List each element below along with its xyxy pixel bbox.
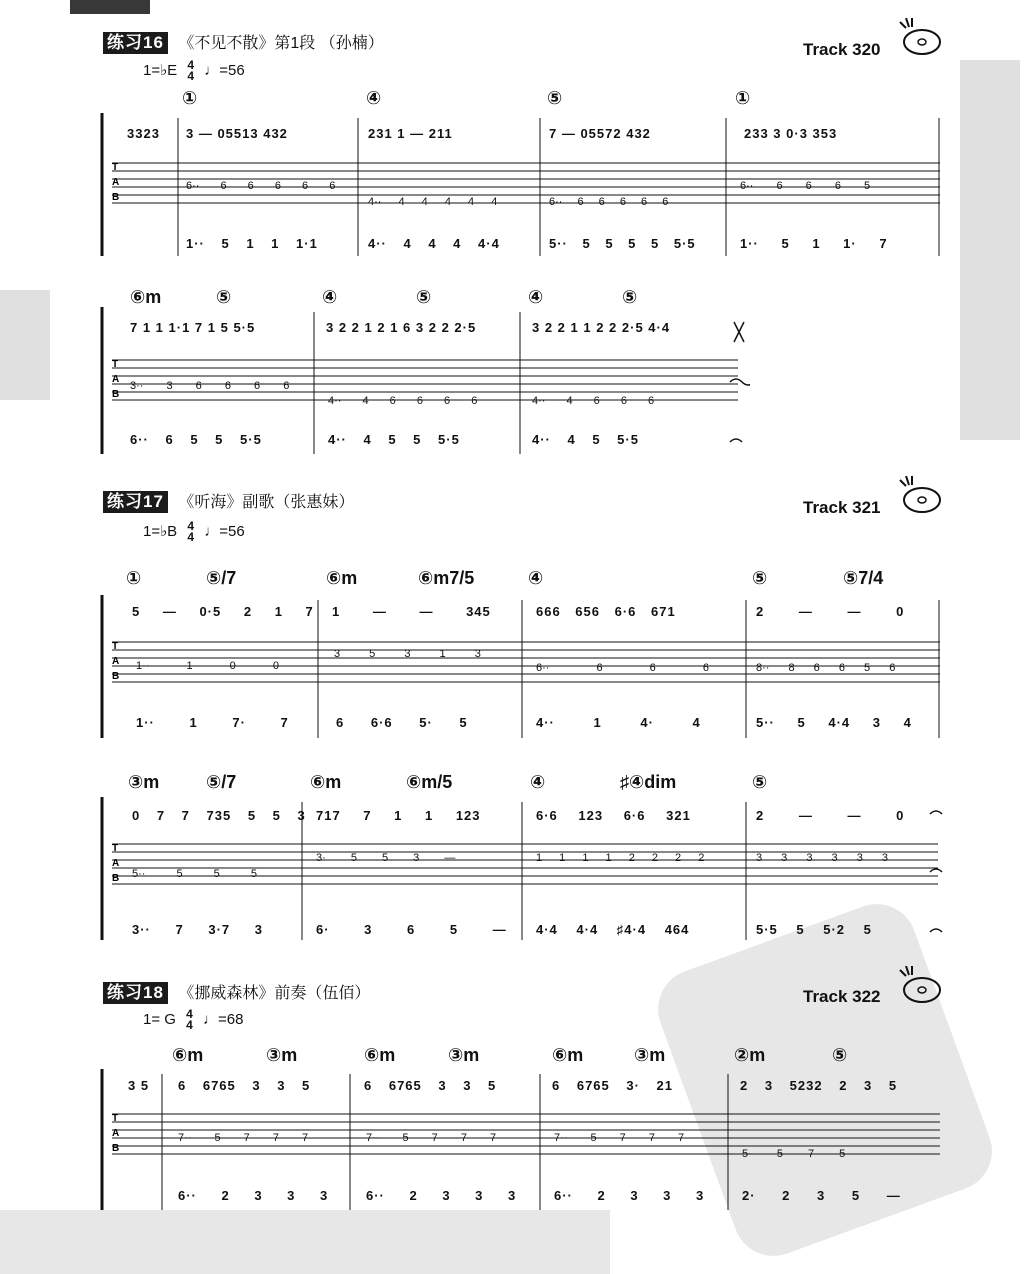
bass-notation: 5·5 5 5·2 5 xyxy=(756,922,872,937)
svg-text:A: A xyxy=(112,858,120,869)
tab-notes: 1 1 1 1 2 2 2 2 xyxy=(536,852,705,864)
melody-notation: 3 5 xyxy=(128,1078,150,1093)
bass-notation: 1·· 5 1 1· 7 xyxy=(740,236,888,251)
bass-notation: 3·· 7 3·7 3 xyxy=(132,922,263,937)
melody-notation: 3323 xyxy=(127,126,160,141)
exercise-header xyxy=(103,28,384,53)
bass-notation: 4·· 4 4 4 4·4 xyxy=(368,236,500,251)
svg-text:T: T xyxy=(112,843,119,854)
tab-notes: 3 3 3 3 3 3 xyxy=(756,852,888,864)
cd-icon xyxy=(898,476,942,514)
tab-notes: 5· 5 7 5 — xyxy=(742,1148,882,1160)
chord-symbol: ① xyxy=(126,568,142,588)
chord-symbol: ① xyxy=(182,88,198,108)
chord-symbol: ⑤7/4 xyxy=(843,568,884,588)
bass-notation: 6·· 2 3 3 3 xyxy=(554,1188,705,1203)
svg-text:T: T xyxy=(112,359,119,370)
svg-text:B: B xyxy=(112,192,120,203)
chord-symbol: ⑤ xyxy=(416,287,432,307)
key-signature: 1=♭B xyxy=(143,522,178,540)
exercise-title: 《挪威森林》前奏（伍佰） xyxy=(178,985,371,1002)
chord-symbol: ⑥m/5 xyxy=(406,772,453,792)
tab-notes: 3 5 3 1 3 xyxy=(334,648,481,660)
tab-notes: 6·· 6 6 6 xyxy=(536,662,709,674)
key-tempo xyxy=(143,60,245,82)
chord-symbol: ②m xyxy=(734,1045,766,1065)
bass-notation: 4·· 1 4· 4 xyxy=(536,715,701,730)
chord-symbol: ⑤/7 xyxy=(206,568,237,588)
chord-symbol: ⑤ xyxy=(547,88,563,108)
tab-notes: 7·· 5 7 7 7 xyxy=(178,1132,309,1144)
exercise-number: 练习17 xyxy=(103,491,168,513)
melody-notation: 3 2 2 1 1 2 2 2·5 4·4 xyxy=(532,320,671,335)
chord-symbol: ⑥m7/5 xyxy=(418,568,475,588)
svg-text:A: A xyxy=(112,374,120,385)
background-smudge xyxy=(0,290,50,400)
chord-symbol: ⑤ xyxy=(832,1045,848,1065)
melody-notation: 233 3 0·3 353 xyxy=(744,126,838,141)
track-label: Track 320 xyxy=(803,40,881,59)
bass-notation: 4·· 4 5 5·5 xyxy=(532,432,639,447)
svg-text:T: T xyxy=(112,1113,119,1124)
melody-notation: 6 6765 3 3 5 xyxy=(178,1078,311,1093)
tempo-marking: ♩=56 xyxy=(204,522,245,540)
background-smudge xyxy=(960,60,1020,440)
bass-notation: 1·· 1 7· 7 xyxy=(136,715,289,730)
melody-notation: 2 3 5232 2 3 5 xyxy=(740,1078,898,1093)
bass-notation: 5·· 5 5 5 5 5·5 xyxy=(549,236,696,251)
chord-symbol: ③m xyxy=(266,1045,298,1065)
chord-symbol: ④ xyxy=(528,287,544,307)
melody-notation: 0 7 7 735 5 5 3 xyxy=(132,808,306,823)
chord-symbol: ⑥m xyxy=(364,1045,396,1065)
cd-icon xyxy=(898,18,942,56)
tab-notes: 4·· 4 6 6 6 6 xyxy=(328,395,478,407)
svg-text:A: A xyxy=(112,177,120,188)
svg-text:B: B xyxy=(112,873,120,884)
cd-icon xyxy=(898,966,942,1004)
bass-notation: 4·4 4·4 ♯4·4 464 xyxy=(536,922,690,937)
bass-notation: 6 6·6 5· 5 xyxy=(336,715,468,730)
melody-notation: 7 1 1 1·1 7 1 5 5·5 xyxy=(130,320,256,335)
key-tempo xyxy=(143,1009,243,1031)
svg-text:T: T xyxy=(112,162,119,173)
tab-notes: 4·· 4 6 6 6 xyxy=(532,395,655,407)
svg-text:A: A xyxy=(112,1128,120,1139)
key-signature: 1=♭E xyxy=(143,61,178,79)
melody-notation: 3 — 05513 432 xyxy=(186,126,288,141)
exercise-header xyxy=(103,487,354,512)
page-header-mark xyxy=(70,0,150,14)
time-signature-top: 4 xyxy=(187,58,195,72)
chord-symbol: ④ xyxy=(322,287,338,307)
tab-notes: 4·· 4 4 4 4 4 xyxy=(368,196,498,208)
chord-symbol: ④ xyxy=(528,568,544,588)
bass-notation: 6·· 6 5 5 5·5 xyxy=(130,432,262,447)
key-tempo xyxy=(143,521,245,543)
tab-notes: 6·· 6 6 6 5 xyxy=(740,180,871,192)
tab-staff xyxy=(100,792,945,942)
svg-text:A: A xyxy=(112,656,120,667)
bass-notation: 1·· 5 1 1 1·1 xyxy=(186,236,318,251)
chord-symbol: ⑤ xyxy=(622,287,638,307)
chord-symbol: ① xyxy=(735,88,751,108)
background-smudge xyxy=(0,1210,610,1274)
track-label: Track 321 xyxy=(803,498,881,517)
time-signature-top: 4 xyxy=(186,1007,193,1021)
melody-notation: 2 — — 0 xyxy=(756,604,905,619)
tab-notes: 1·· 1 0 0 xyxy=(136,660,279,672)
bass-notation: 5·· 5 4·4 3 4 xyxy=(756,715,912,730)
exercise-header xyxy=(103,978,370,1003)
chord-symbol: ④ xyxy=(530,772,546,792)
time-signature-bottom: 4 xyxy=(187,69,195,83)
tab-notes: 7·· 5 7 7 7 xyxy=(554,1132,685,1144)
bass-notation: 6· 3 6 5 — xyxy=(316,922,507,937)
chord-symbol: ⑤ xyxy=(752,772,768,792)
melody-notation: 231 1 — 211 xyxy=(368,126,453,141)
chord-symbol: ⑥m xyxy=(310,772,342,792)
svg-text:B: B xyxy=(112,389,120,400)
melody-notation: 6 6765 3· 21 xyxy=(552,1078,674,1093)
track-label: Track 322 xyxy=(803,987,881,1006)
tab-notes: 6·· 6 6 6 6 6 xyxy=(186,180,336,192)
chord-symbol: ⑤/7 xyxy=(206,772,237,792)
chord-symbol: ③m xyxy=(128,772,160,792)
chord-symbol: ③m xyxy=(448,1045,480,1065)
tab-notes: 7·· 5 7 7 7 xyxy=(366,1132,497,1144)
tempo-marking: ♩=56 xyxy=(204,61,245,79)
bass-notation: 2· 2 3 5 — xyxy=(742,1188,901,1203)
tab-notes: 3·· 3 6 6 6 6 xyxy=(130,380,290,392)
chord-symbol: ③m xyxy=(634,1045,666,1065)
melody-notation: 5 — 0·5 2 1 7 xyxy=(132,604,314,619)
svg-text:T: T xyxy=(112,641,119,652)
melody-notation: 3 2 2 1 2 1 6 3 2 2 2·5 xyxy=(326,320,477,335)
key-signature: 1= G xyxy=(143,1010,176,1028)
svg-text:B: B xyxy=(112,1143,120,1154)
melody-notation: 6·6 123 6·6 321 xyxy=(536,808,691,823)
chord-symbol: ♯④dim xyxy=(620,772,677,792)
time-signature-bottom: 4 xyxy=(187,530,195,544)
time-signature-bottom: 4 xyxy=(186,1018,193,1032)
bass-notation: 6·· 2 3 3 3 xyxy=(366,1188,517,1203)
tab-notes: 5·· 5 5 5 xyxy=(132,868,257,880)
svg-text:B: B xyxy=(112,671,120,682)
chord-symbol: ⑤ xyxy=(752,568,768,588)
chord-symbol: ⑤ xyxy=(216,287,232,307)
chord-symbol: ④ xyxy=(366,88,382,108)
exercise-title: 《不见不散》第1段 （孙楠） xyxy=(178,35,384,52)
tempo-marking: ♩=68 xyxy=(202,1010,244,1028)
melody-notation: 7 — 05572 432 xyxy=(549,126,651,141)
melody-notation: 6 6765 3 3 5 xyxy=(364,1078,497,1093)
melody-notation: 1 — — 345 xyxy=(332,604,491,619)
exercise-number: 练习18 xyxy=(103,982,168,1004)
tab-notes: 3· 5 5 3 — xyxy=(316,852,456,864)
melody-notation: 666 656 6·6 671 xyxy=(536,604,676,619)
chord-symbol: ⑥m xyxy=(130,287,162,307)
exercise-number: 练习16 xyxy=(103,32,168,54)
bass-notation: 4·· 4 5 5 5·5 xyxy=(328,432,460,447)
tab-notes: 6·· 6 6 6 6 6 xyxy=(549,196,669,208)
melody-notation: 2 — — 0 xyxy=(756,808,905,823)
exercise-title: 《听海》副歌（张惠妹） xyxy=(178,494,355,511)
bass-notation: 6·· 2 3 3 3 xyxy=(178,1188,329,1203)
time-signature-top: 4 xyxy=(187,519,195,533)
chord-symbol: ⑥m xyxy=(326,568,358,588)
melody-notation: 717 7 1 1 123 xyxy=(316,808,481,823)
chord-symbol: ⑥m xyxy=(552,1045,584,1065)
tab-notes: 8·· 8 6 6 5 6 xyxy=(756,662,896,674)
chord-symbol: ⑥m xyxy=(172,1045,204,1065)
